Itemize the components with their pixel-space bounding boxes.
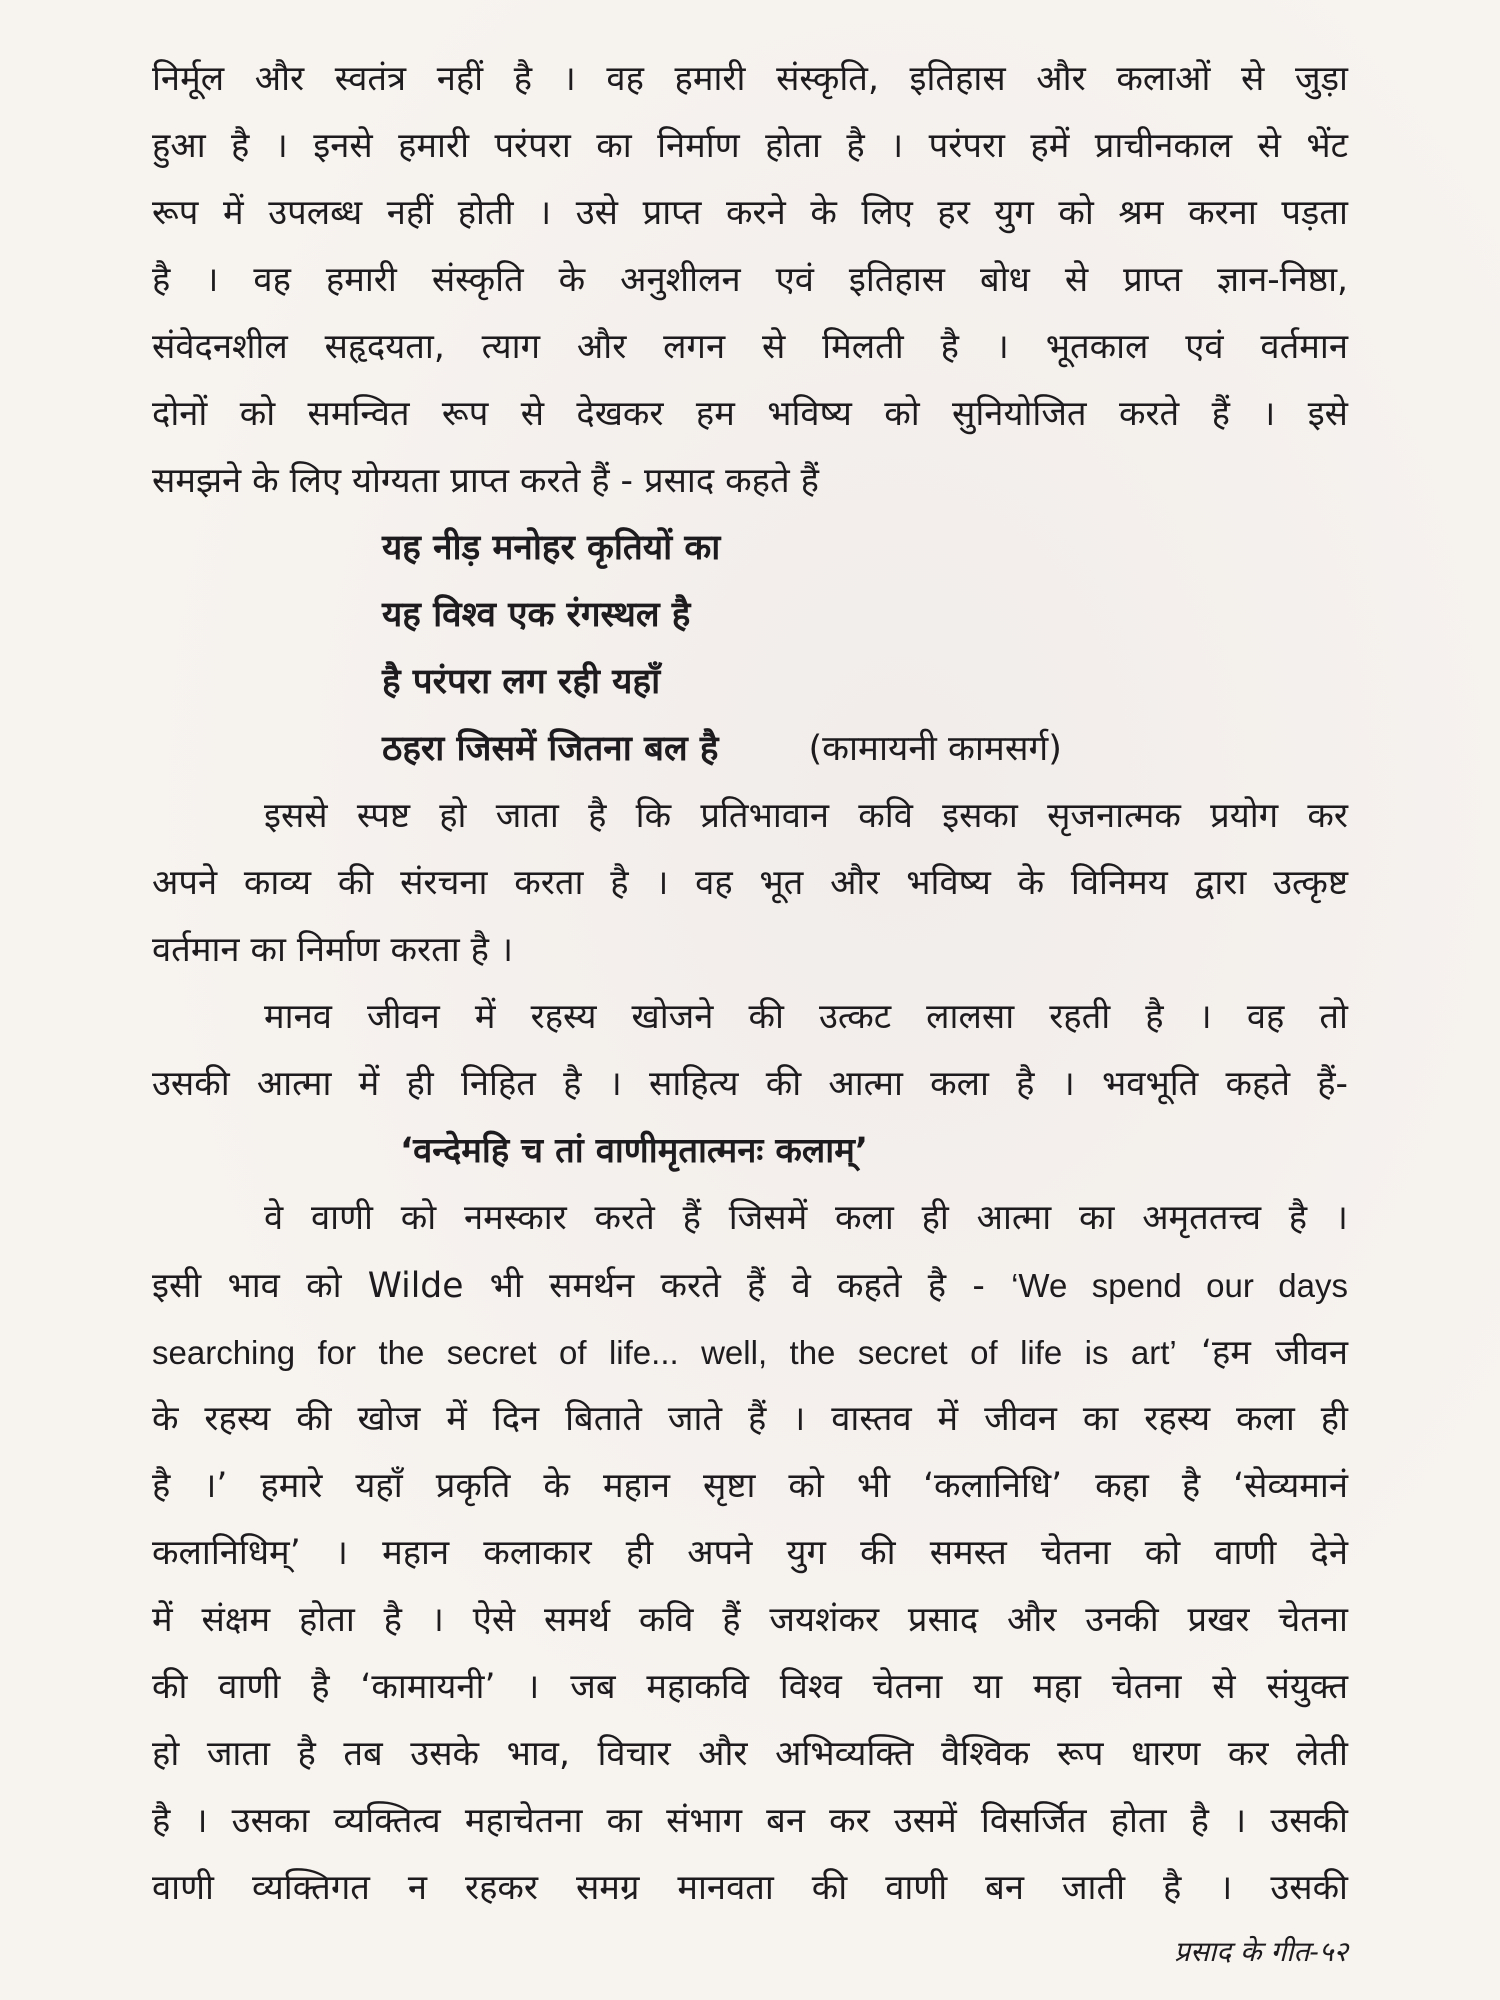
text-line: हो जाता है तब उसके भाव, विचार और अभिव्यक्ति वैश्विक रूप धारण कर लेती bbox=[152, 1734, 1348, 1774]
text-line: है । वह हमारी संस्कृति के अनुशीलन एवं इतिहास बोध से प्राप्त ज्ञान-निष्ठा, bbox=[152, 260, 1348, 300]
text-line: में संक्षम होता है । ऐसे समर्थ कवि हैं जयशंकर प्रसाद और उनकी प्रखर चेतना bbox=[152, 1600, 1348, 1640]
verse-line: यह नीड़ मनोहर कृतियों का bbox=[382, 528, 721, 568]
text-line: रूप में उपलब्ध नहीं होती । उसे प्राप्त करने के लिए हर युग को श्रम करना पड़ता bbox=[152, 193, 1348, 233]
verse-citation: (कामायनी कामसर्ग) bbox=[808, 729, 1062, 769]
text-line: हुआ है । इनसे हमारी परंपरा का निर्माण होता है । परंपरा हमें प्राचीनकाल से भेंट bbox=[152, 126, 1348, 166]
text-line: अपने काव्य की संरचना करता है । वह भूत और भविष्य के विनिमय द्वारा उत्कृष्ट bbox=[152, 863, 1348, 903]
verse-line: ठहरा जिसमें जितना बल है bbox=[382, 729, 719, 769]
text-segment: इसी भाव को Wilde भी समर्थन करते हैं वे कहते है - bbox=[152, 1266, 1012, 1306]
running-footer: प्रसाद के गीत-५२ bbox=[1174, 1935, 1348, 1968]
verse-line: है परंपरा लग रही यहाँ bbox=[382, 662, 661, 702]
text-line: निर्मूल और स्वतंत्र नहीं है । वह हमारी संस्कृति, इतिहास और कलाओं से जुड़ा bbox=[152, 59, 1348, 99]
text-line-mixed bbox=[152, 1319, 1348, 1386]
text-line: दोनों को समन्वित रूप से देखकर हम भविष्य को सुनियोजित करते हैं । इसे bbox=[152, 394, 1348, 434]
text-segment: ‘हम जीवन bbox=[1176, 1333, 1349, 1373]
text-line: है । उसका व्यक्तित्व महाचेतना का संभाग बन कर उसमें विसर्जित होता है । उसकी bbox=[152, 1801, 1348, 1841]
text-line: के रहस्य की खोज में दिन बिताते जाते हैं । वास्तव में जीवन का रहस्य कला ही bbox=[152, 1399, 1348, 1439]
text-line: है ।’ हमारे यहाँ प्रकृति के महान सृष्टा को भी ‘कलानिधि’ कहा है ‘सेव्यमानं bbox=[152, 1466, 1348, 1506]
english-quote-segment: searching for the secret of life... well, the secret of life is art’ bbox=[152, 1334, 1177, 1371]
text-line: समझने के लिए योग्यता प्राप्त करते हैं - प्रसाद कहते हैं bbox=[152, 461, 819, 501]
text-line: उसकी आत्मा में ही निहित है । साहित्य की आत्मा कला है । भवभूति कहते हैं- bbox=[152, 1064, 1348, 1104]
text-line: इससे स्पष्ट हो जाता है कि प्रतिभावान कवि इसका सृजनात्मक प्रयोग कर bbox=[264, 796, 1348, 836]
text-line: संवेदनशील सहृदयता, त्याग और लगन से मिलती है । भूतकाल एवं वर्तमान bbox=[152, 327, 1348, 367]
text-line-mixed bbox=[152, 1252, 1348, 1319]
text-line: वर्तमान का निर्माण करता है । bbox=[152, 930, 514, 970]
english-quote-segment: ‘We spend our days bbox=[1011, 1267, 1348, 1304]
text-line: कलानिधिम्’ । महान कलाकार ही अपने युग की समस्त चेतना को वाणी देने bbox=[152, 1533, 1348, 1573]
body-text bbox=[152, 46, 1348, 1922]
verse-line: यह विश्व एक रंगस्थल है bbox=[382, 595, 691, 635]
text-line: वाणी व्यक्तिगत न रहकर समग्र मानवता की वाणी बन जाती है । उसकी bbox=[152, 1868, 1348, 1908]
text-line: की वाणी है ‘कामायनी’ । जब महाकवि विश्व चेतना या महा चेतना से संयुक्त bbox=[152, 1667, 1348, 1707]
sanskrit-quote: ‘वन्देमहि च तां वाणीमृतात्मनः कलाम्’ bbox=[400, 1131, 868, 1171]
text-line: वे वाणी को नमस्कार करते हैं जिसमें कला ही आत्मा का अमृततत्त्व है । bbox=[264, 1198, 1348, 1238]
text-line: मानव जीवन में रहस्य खोजने की उत्कट लालसा रहती है । वह तो bbox=[264, 997, 1348, 1037]
verse-line-with-citation bbox=[152, 716, 1348, 783]
